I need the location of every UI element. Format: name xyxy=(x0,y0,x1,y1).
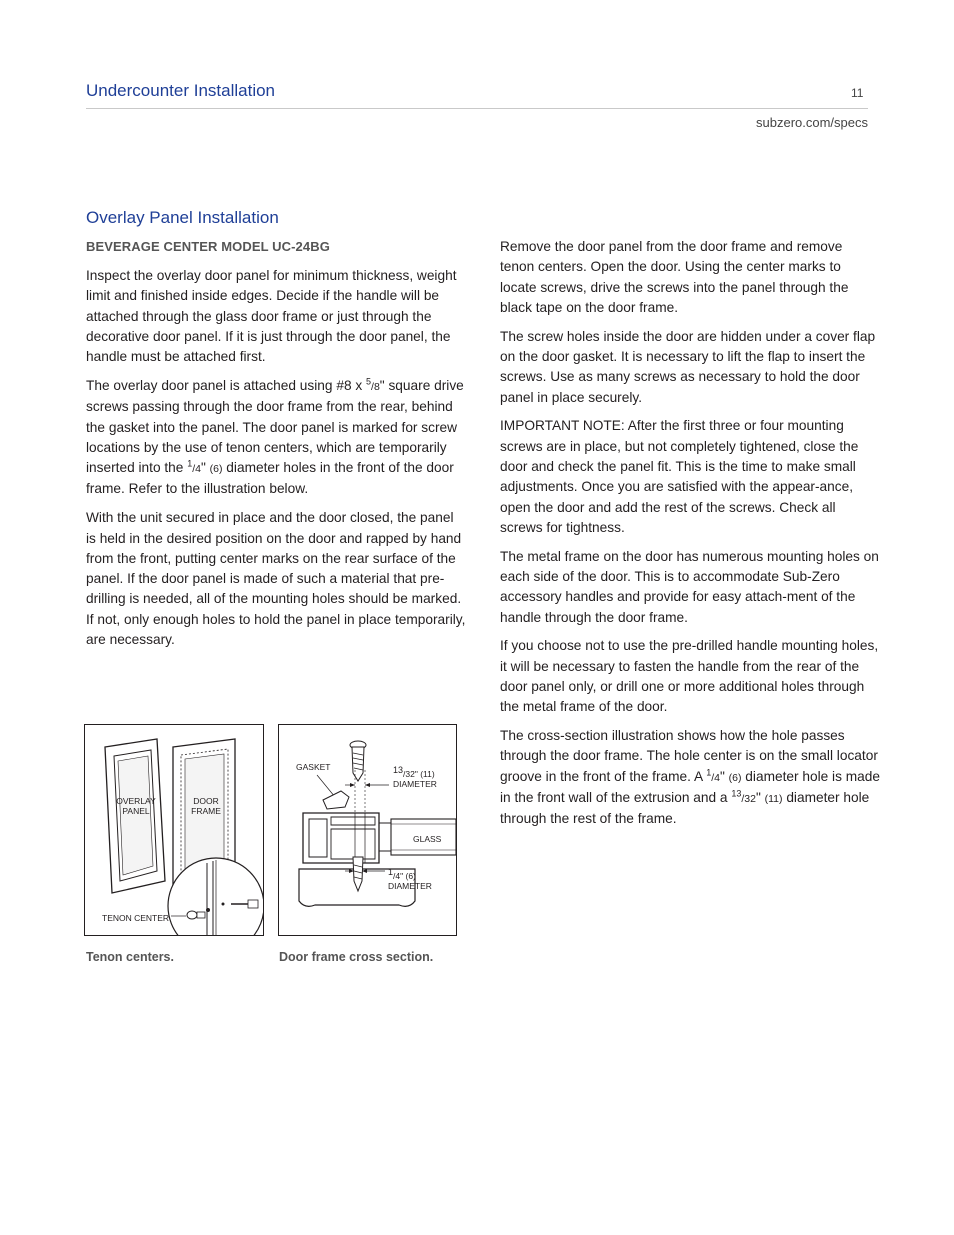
header-rule xyxy=(86,108,868,109)
top-diameter-label: $^{13}$/32" (11) DIAMETER xyxy=(393,765,437,789)
door-frame-label: DOOR FRAME xyxy=(191,796,221,816)
bottom-diameter-label: $^1$/4" (6) DIAMETER xyxy=(388,867,432,891)
tenon-centers-illustration xyxy=(85,725,263,935)
model-heading: BEVERAGE CENTER MODEL UC-24BG xyxy=(86,239,330,254)
tenon-centers-caption: Tenon centers. xyxy=(86,950,174,964)
paragraph-remove: Remove the door panel from the door frame and remove tenon centers. Open the door. Using the center marks to locate screws, drive the screws into the panel through the black tape on the door frame. xyxy=(500,239,849,315)
gasket-label: GASKET xyxy=(296,762,331,772)
cross-section-caption: Door frame cross section. xyxy=(279,950,434,964)
left-column xyxy=(86,266,466,659)
specs-url[interactable]: subzero.com/specs xyxy=(756,115,868,130)
overlay-panel-label: OVERLAY PANEL xyxy=(116,796,156,816)
paragraph-metal-frame: The metal frame on the door has numerous mounting holes on each side of the door. This is to accommodate Sub-Zero accessory handles and provide for easy attach-ment of the handle through the door frame. xyxy=(500,548,879,625)
paragraph-predrilled: If you choose not to use the pre-drilled handle mounting holes, it will be necessary to fasten the handle from the rear of the door panel only, or drill one or more additional holes through the metal frame of the door. xyxy=(500,638,879,715)
tenon-center-label: TENON CENTER xyxy=(102,913,170,923)
tenon-centers-figure xyxy=(84,724,264,936)
paragraph-screw-holes: The screw holes inside the door are hidden under a cover flap on the door gasket. It is necessary to lift the flap to insert the screws. Use as many screws as necessary to hold the door panel in place securely. xyxy=(500,328,876,405)
important-note-label: IMPORTANT NOTE: xyxy=(500,418,625,434)
paragraph-cross-section: The cross-section illustration shows how the hole passes through the door frame. The hole center is on the small locator groove in the front of the frame. A $^1$/4" (6) diameter hole is made in the front wall of the extrusion and a $^{13}$/32" (11) diameter hole through the rest of the frame. xyxy=(500,728,880,827)
glass-label: GLASS xyxy=(413,834,442,844)
paragraph-inspect: Inspect the overlay door panel for minimum thickness, weight limit and finished inside edges. Decide if the handle will be attached through the glass door frame or just through the decorative door panel. If it is just through the door panel, the handle must be attached first. xyxy=(86,268,457,365)
document-header-title: Undercounter Installation xyxy=(86,81,276,100)
page-number: 11 xyxy=(851,86,864,100)
paragraph-attach: The overlay door panel is attached using #8 x $^5$/8" square drive screws passing through the door frame from the rear, behind the gasket into the panel. The door panel is marked for screw locations by the use of tenon centers, which are temporarily inserted into the $^1$/4" (6) diameter holes in the front of the door frame. Refer to the illustration below. xyxy=(86,376,464,497)
paragraph-important-note: IMPORTANT NOTE: After the first three or four mounting screws are in place, but not completely tightened, close the door and check the panel fit. This is the time to make small adjustments. Once you are satisfied with the appear-ance, open the door and add the rest of the screws. Check all screws for tightness. xyxy=(500,418,859,535)
cross-section-illustration xyxy=(279,725,456,935)
right-column xyxy=(500,237,880,838)
cross-section-figure xyxy=(278,724,457,936)
paragraph-secure: With the unit secured in place and the door closed, the panel is held in the desired position on the door and rapped by hand from the front, putting center marks on the rear surface of the panel. If the door panel is made of such a material that pre-drilling is needed, all of the mounting holes should be marked. If not, only enough holes to hold the panel in place temporarily, are necessary. xyxy=(86,510,466,648)
section-title: Overlay Panel Installation xyxy=(86,208,279,227)
